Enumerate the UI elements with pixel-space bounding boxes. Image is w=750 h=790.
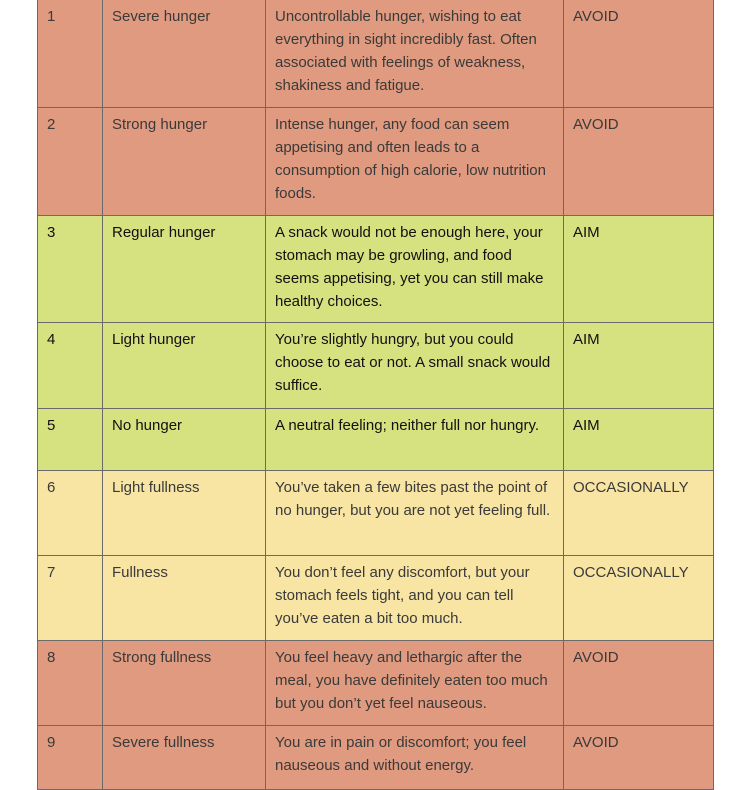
- table-row: [38, 641, 714, 726]
- name-cell: Severe hunger: [103, 0, 266, 108]
- description-cell: You don’t feel any discomfort, but your stomach feels tight, and you can tell you’ve eaten a bit too much.: [266, 556, 564, 641]
- advice-cell: AIM: [564, 216, 714, 323]
- name-cell: Regular hunger: [103, 216, 266, 323]
- name-cell: No hunger: [103, 409, 266, 471]
- name-cell: Light fullness: [103, 471, 266, 556]
- name-cell: Strong hunger: [103, 108, 266, 216]
- advice-cell: AVOID: [564, 0, 714, 108]
- table-row: [38, 409, 714, 471]
- advice-cell: OCCASIONALLY: [564, 471, 714, 556]
- name-cell: Severe fullness: [103, 726, 266, 790]
- description-cell: You’re slightly hungry, but you could choose to eat or not. A small snack would suffice.: [266, 323, 564, 409]
- table-row: [38, 556, 714, 641]
- description-cell: A neutral feeling; neither full nor hungry.: [266, 409, 564, 471]
- description-cell: Uncontrollable hunger, wishing to eat everything in sight incredibly fast. Often associated with feelings of weakness, shakiness and fatigue.: [266, 0, 564, 108]
- advice-cell: AVOID: [564, 726, 714, 790]
- table-row: [38, 0, 714, 108]
- level-cell: 9: [38, 726, 103, 790]
- level-cell: 4: [38, 323, 103, 409]
- description-cell: You feel heavy and lethargic after the meal, you have definitely eaten too much but you don’t yet feel nauseous.: [266, 641, 564, 726]
- level-cell: 2: [38, 108, 103, 216]
- name-cell: Strong fullness: [103, 641, 266, 726]
- table-row: [38, 216, 714, 323]
- description-cell: You’ve taken a few bites past the point of no hunger, but you are not yet feeling full.: [266, 471, 564, 556]
- advice-cell: AVOID: [564, 108, 714, 216]
- advice-cell: OCCASIONALLY: [564, 556, 714, 641]
- description-cell: A snack would not be enough here, your stomach may be growling, and food seems appetising, yet you can still make healthy choices.: [266, 216, 564, 323]
- name-cell: Fullness: [103, 556, 266, 641]
- table-row: [38, 323, 714, 409]
- advice-cell: AVOID: [564, 641, 714, 726]
- name-cell: Light hunger: [103, 323, 266, 409]
- description-cell: You are in pain or discomfort; you feel nauseous and without energy.: [266, 726, 564, 790]
- table-row: [38, 726, 714, 790]
- level-cell: 3: [38, 216, 103, 323]
- description-cell: Intense hunger, any food can seem appetising and often leads to a consumption of high calorie, low nutrition foods.: [266, 108, 564, 216]
- level-cell: 1: [38, 0, 103, 108]
- advice-cell: AIM: [564, 409, 714, 471]
- table-row: [38, 108, 714, 216]
- level-cell: 8: [38, 641, 103, 726]
- advice-cell: AIM: [564, 323, 714, 409]
- level-cell: 6: [38, 471, 103, 556]
- hunger-scale-table: [37, 0, 714, 790]
- level-cell: 5: [38, 409, 103, 471]
- level-cell: 7: [38, 556, 103, 641]
- table-row: [38, 471, 714, 556]
